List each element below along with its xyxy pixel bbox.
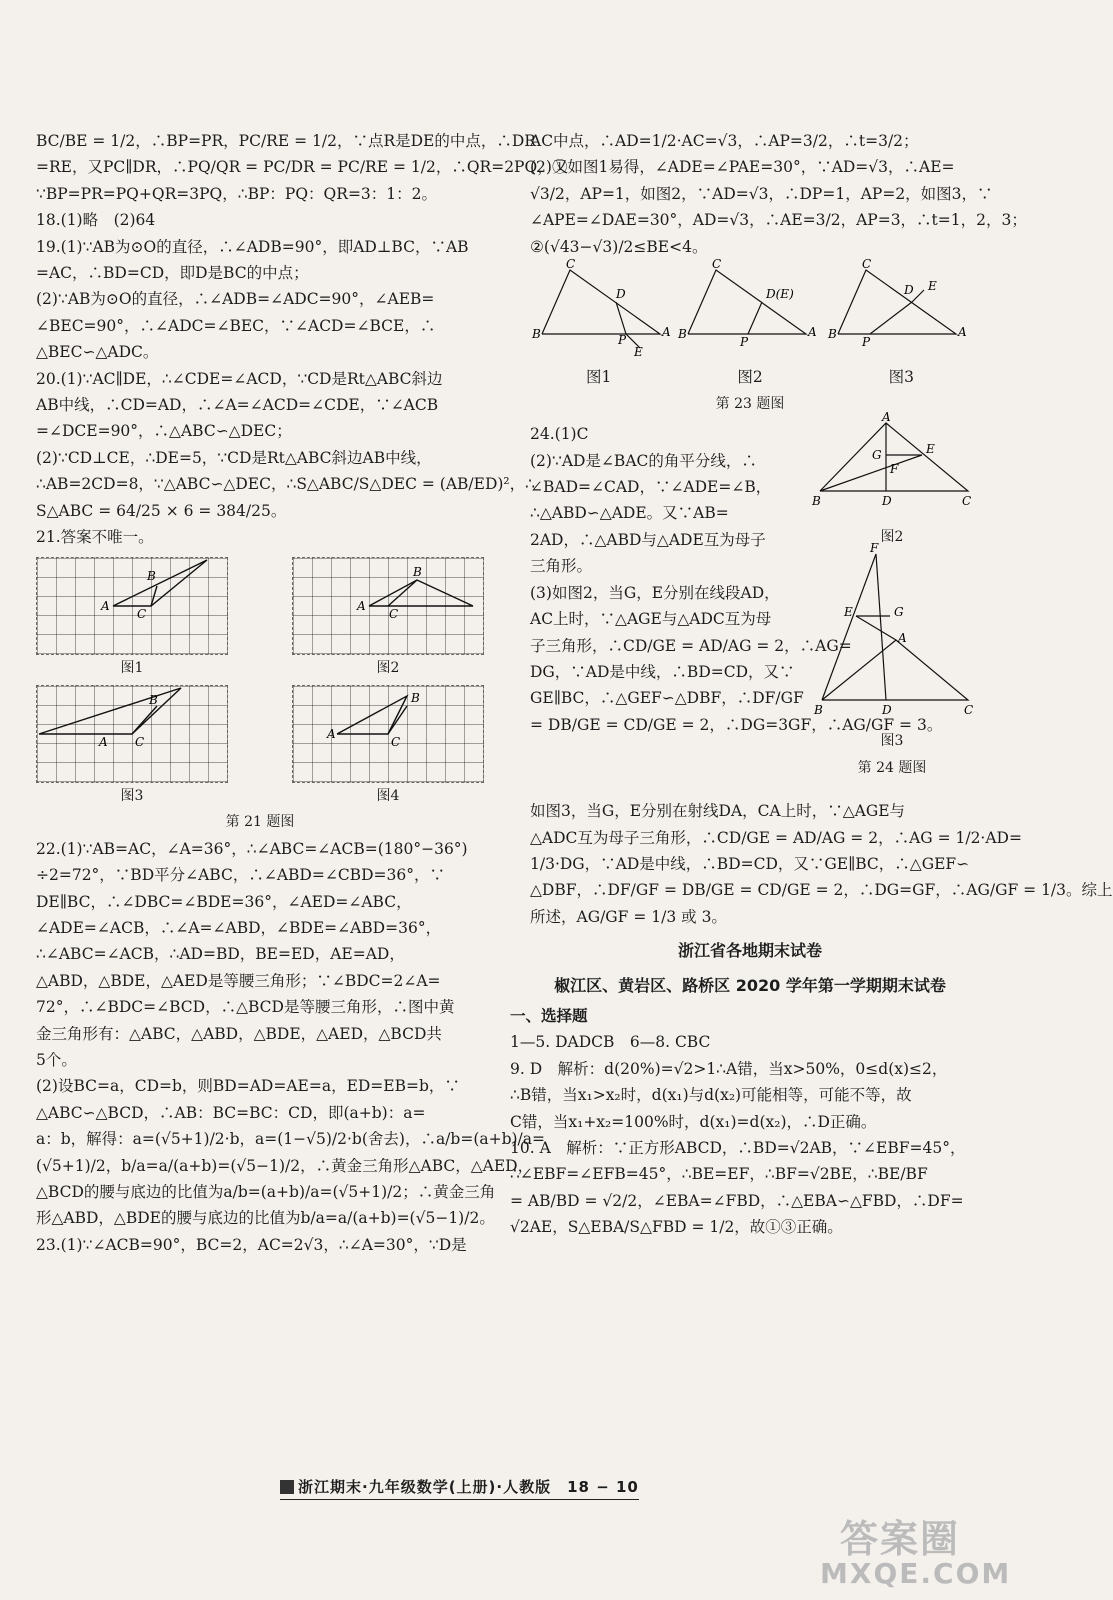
section-title: 浙江省各地期末试卷: [677, 941, 822, 961]
text-line: ∠ADE=∠ACB，∴∠A=∠ABD，∠BDE=∠ABD=36°，: [36, 918, 442, 937]
text-line: 18.(1)略 (2)64: [36, 211, 156, 230]
text-line: = DB/GE = CD/GE = 2，∴DG=3GF，∴AG/GF = 3。: [530, 715, 943, 734]
text-line: (2)∵AB为⊙O的直径，∴∠ADB=∠ADC=90°，∠AEB=: [36, 290, 435, 309]
figure-21-caption: 第 21 题图: [225, 814, 295, 831]
svg-text:B: B: [828, 327, 837, 342]
svg-text:A: A: [357, 598, 366, 613]
text-line: △ABD，△BDE，△AED是等腰三角形；∵∠BDC=2∠A=: [36, 971, 441, 990]
svg-text:C: C: [137, 606, 147, 621]
figure-23-panel-3: [827, 257, 967, 349]
svg-text:C: C: [962, 494, 972, 509]
grid-panel: [292, 557, 484, 655]
figure-23-caption: 第 23 题图: [715, 395, 785, 412]
left-text-block-2: [36, 836, 546, 1259]
text-line: C错，当x₁+x₂=100%时，d(x₁)=d(x₂)，∴D正确。: [510, 1112, 877, 1131]
publisher-logo-icon: [280, 1480, 294, 1494]
triangle-drawing: [37, 686, 227, 782]
svg-text:E: E: [634, 345, 643, 360]
svg-text:F: F: [870, 541, 879, 556]
text-line: (2)∵CD⊥CE，∴DE=5，∵CD是Rt△ABC斜边AB中线，: [36, 448, 432, 467]
text-line: 10. A 解析：∵正方形ABCD，∴BD=√2AB，∵∠EBF=45°，: [510, 1139, 966, 1157]
svg-text:F: F: [890, 462, 899, 477]
figure-label: 图1: [586, 368, 612, 387]
text-line: ÷2=72°，∵BD平分∠ABC，∴∠ABD=∠CBD=36°，∵: [36, 866, 445, 885]
svg-text:D: D: [904, 283, 914, 298]
grid-panel: [36, 557, 228, 655]
text-line: AC中点，∴AD=1/2·AC=√3，∴AP=3/2，∴t=3/2；: [530, 132, 919, 150]
section-choice-heading: 一、选择题: [510, 1006, 588, 1025]
triangle-drawing: [293, 558, 483, 654]
text-line: (2)∵AD是∠BAC的角平分线，∴: [530, 451, 757, 470]
figure-21-row-1: [36, 557, 484, 681]
svg-text:D: D: [882, 494, 892, 509]
svg-text:B: B: [413, 564, 422, 579]
figure-23-drawing: [530, 257, 970, 360]
svg-text:C: C: [712, 257, 722, 272]
svg-text:B: B: [812, 494, 821, 509]
text-line: 金三角形有：△ABC，△ABD，△BDE，△AED，△BCD共: [36, 1024, 442, 1043]
text-line: △BCD的腰与底边的比值为a/b=(a+b)/a=(√5+1)/2；∴黄金三角: [36, 1183, 496, 1201]
text-line: 1/3·DG，∵AD是中线，∴BD=CD，又∵GE∥BC，∴△GEF∽: [530, 854, 970, 873]
figure-21-panel-1: [36, 557, 228, 681]
svg-text:A: A: [808, 325, 817, 340]
text-line: BC/BE = 1/2，∴BP=PR，PC/RE = 1/2，∵点R是DE的中点，∴DR: [36, 132, 536, 150]
text-line: 23.(1)∵∠ACB=90°，BC=2，AC=2√3，∴∠A=30°，∵D是: [36, 1235, 467, 1254]
text-line: ∴∠ABC=∠ACB，∴AD=BD，BE=ED，AE=AD，: [36, 945, 405, 964]
svg-text:A: A: [99, 734, 108, 749]
right-text-block-3: [530, 798, 1113, 930]
text-line: 22.(1)∵AB=AC，∠A=36°，∴∠ABC=∠ACB=(180°−36°): [36, 839, 468, 858]
figure-21-panel-4: [292, 685, 484, 809]
svg-text:C: C: [391, 734, 401, 749]
text-line: AB中线，∴CD=AD，∴∠A=∠ACD=∠CDE，∵∠ACB: [36, 396, 439, 415]
figure-24-caption: 第 24 题图: [857, 759, 927, 776]
text-line: =∠DCE=90°，∴△ABC∽△DEC；: [36, 422, 292, 441]
figure-label: 图3: [880, 733, 904, 750]
text-line: 72°，∴∠BDC=∠BCD，∴△BCD是等腰三角形，∴图中黄: [36, 998, 455, 1017]
figure-label: 图4: [376, 787, 400, 804]
svg-text:C: C: [135, 734, 145, 749]
figure-21-panel-3: [36, 685, 228, 809]
svg-text:P: P: [740, 335, 749, 350]
text-line: √2AE，S△EBA/S△FBD = 1/2，故①③正确。: [510, 1218, 843, 1237]
text-line: △ABC∽△BCD，∴AB：BC=BC：CD，即(a+b)：a=: [36, 1103, 426, 1122]
figure-label: 图3: [888, 368, 914, 387]
svg-text:G: G: [894, 605, 904, 620]
text-line: ∴∠EBF=∠EFB=45°，∴BE=EF，∴BF=√2BE，∴BE/BF: [510, 1165, 928, 1184]
text-line: (2)①如图1易得，∠ADE=∠PAE=30°，∵AD=√3，∴AE=: [530, 158, 955, 177]
exam-title: 椒江区、黄岩区、路桥区 2020 学年第一学期期末试卷: [554, 975, 946, 995]
text-line: = AB/BD = √2/2，∠EBA=∠FBD，∴△EBA∽△FBD，∴DF=: [510, 1191, 964, 1210]
page-footer: [280, 1476, 639, 1500]
figure-label: 图2: [376, 659, 400, 676]
text-line: 21.答案不唯一。: [36, 528, 154, 547]
text-line: 24.(1)C: [530, 425, 589, 444]
figure-23-panel-2: [677, 257, 817, 349]
svg-text:C: C: [566, 257, 576, 272]
text-line: 20.(1)∵AC∥DE，∴∠CDE=∠ACD，∵CD是Rt△ABC斜边: [36, 369, 443, 388]
text-line: ∵BP=PR=PQ+QR=3PQ，∴BP：PQ：QR=3：1：2。: [36, 184, 438, 203]
watermark-line-1: 答案圈: [839, 1517, 960, 1561]
svg-text:C: C: [389, 606, 399, 621]
figure-21: [36, 557, 484, 836]
svg-text:D(E): D(E): [766, 287, 794, 302]
text-line: (2)设BC=a，CD=b，则BD=AD=AE=a，ED=EB=b，∵: [36, 1077, 460, 1096]
text-line: 2AD，∴△ABD与△ADE互为母子: [530, 530, 766, 549]
text-line: =RE，又PC∥DR，∴PQ/QR = PC/DR = PC/RE = 1/2，∴QR=2PQ，又: [36, 158, 569, 177]
watermark: [820, 1508, 1012, 1590]
figure-23: [530, 257, 970, 417]
text-line: 19.(1)∵AB为⊙O的直径，∴∠ADB=90°，即AD⊥BC，∵AB: [36, 237, 469, 256]
text-line: ∴△ABD∽△ADE。又∵AB=: [530, 504, 729, 523]
question-24: [530, 410, 974, 776]
figure-24: [812, 410, 974, 781]
svg-text:D: D: [616, 287, 626, 302]
text-line: ∴AB=2CD=8，∵△ABC∽△DEC，∴S△ABC/S△DEC = (AB/ED)²，∴: [36, 475, 536, 494]
text-line: 三角形。: [530, 557, 593, 576]
svg-text:C: C: [862, 257, 872, 272]
text-line: 如图3，当G，E分别在射线DA，CA上时，∵△AGE与: [530, 802, 906, 821]
question-24-text: [530, 421, 943, 738]
text-line: 所述，AG/GF = 1/3 或 3。: [530, 907, 727, 926]
figure-24-panel-3: [812, 541, 974, 720]
svg-text:A: A: [101, 598, 110, 613]
right-column: [510, 128, 1113, 1241]
svg-text:P: P: [862, 335, 871, 350]
text-line: △DBF，∴DF/GF = DB/GE = CD/GE = 2，∴DG=GF，∴AG/GF = 1/3。综上: [530, 881, 1113, 900]
svg-text:B: B: [814, 703, 823, 718]
text-line: (3)如图2，当G，E分别在线段AD，: [530, 583, 780, 602]
svg-text:G: G: [872, 448, 882, 463]
svg-text:B: B: [678, 327, 687, 342]
svg-text:E: E: [928, 279, 937, 294]
text-line: S△ABC = 64/25 × 6 = 384/25。: [36, 501, 287, 520]
triangle-drawing: [293, 686, 483, 782]
text-line: ∠BAD=∠CAD，∵∠ADE=∠B，: [530, 478, 772, 497]
svg-text:A: A: [958, 325, 967, 340]
text-line: 5个。: [36, 1050, 77, 1069]
text-line: ∴B错，当x₁>x₂时，d(x₁)与d(x₂)可能相等，可能不等，故: [510, 1086, 912, 1105]
footer-text: 浙江期末·九年级数学(上册)·人教版 18 − 10: [298, 1478, 639, 1496]
text-line: 9. D 解析：d(20%)=√2>1∴A错，当x>50%，0≤d(x)≤2，: [510, 1059, 948, 1078]
right-text-block-4: [510, 1029, 970, 1240]
grid-panel: [36, 685, 228, 783]
svg-text:D: D: [882, 703, 892, 718]
svg-text:A: A: [327, 726, 336, 741]
figure-23-panel-1: [531, 257, 671, 359]
figure-21-panel-2: [292, 557, 484, 681]
text-line: △BEC∽△ADC。: [36, 343, 159, 362]
figure-label: 图2: [737, 368, 763, 387]
text-line: a：b，解得：a=(√5+1)/2·b，a=(1−√5)/2·b(舍去)，∴a/b=(a+b)/a=: [36, 1130, 546, 1149]
figure-label: 图2: [880, 528, 904, 545]
text-line: ∠BEC=90°，∴∠ADC=∠BEC，∵∠ACD=∠BCE，∴: [36, 316, 436, 335]
text-line: 1—5. DADCB 6—8. CBC: [510, 1033, 711, 1052]
text-line: AC上时，∵△AGE与△ADC互为母: [530, 610, 772, 629]
text-line: ②(√43−√3)/2≤BE<4。: [530, 237, 708, 256]
figure-label: 图1: [120, 659, 144, 676]
text-line: △ADC互为母子三角形，∴CD/GE = AD/AG = 2，∴AG = 1/2·AD=: [530, 828, 1022, 847]
right-text-block-1: [530, 128, 1027, 260]
text-line: ∠APE=∠DAE=30°，AD=√3，∴AE=3/2，AP=3，∴t=1，2，3；: [530, 211, 1027, 230]
figure-23-labels: [530, 364, 970, 390]
svg-text:A: A: [898, 631, 907, 646]
figure-21-row-2: [36, 685, 484, 809]
text-line: GE∥BC，∴△GEF∽△DBF，∴DF/GF: [530, 689, 804, 708]
figure-label: 图3: [120, 787, 144, 804]
text-line: DE∥BC，∴∠DBC=∠BDE=36°，∠AED=∠ABC，: [36, 892, 412, 911]
svg-text:B: B: [532, 327, 541, 342]
svg-text:A: A: [662, 325, 671, 340]
svg-text:B: B: [147, 568, 156, 583]
svg-text:B: B: [411, 690, 420, 705]
watermark-line-2: MXQE.COM: [820, 1557, 1012, 1590]
text-line: 子三角形，∴CD/GE = AD/AG = 2，∴AG=: [530, 636, 852, 655]
figure-24-panel-2: [812, 410, 972, 515]
svg-text:A: A: [882, 410, 891, 425]
svg-text:P: P: [618, 333, 627, 348]
svg-text:B: B: [149, 692, 158, 707]
svg-text:E: E: [926, 442, 935, 457]
text-line: (√5+1)/2，b/a=a/(a+b)=(√5−1)/2，∴黄金三角形△ABC，△AED，: [36, 1156, 534, 1175]
triangle-drawing: [37, 558, 227, 654]
text-line: 形△ABD，△BDE的腰与底边的比值为b/a=a/(a+b)=(√5−1)/2。: [36, 1209, 495, 1228]
grid-panel: [292, 685, 484, 783]
text-line: =AC，∴BD=CD，即D是BC的中点；: [36, 264, 309, 283]
text-line: DG，∵AD是中线，∴BD=CD，又∵: [530, 662, 795, 681]
svg-text:C: C: [964, 703, 974, 718]
text-line: √3/2，AP=1，如图2，∵AD=√3，∴DP=1，AP=2，如图3，∵: [530, 184, 993, 203]
svg-text:E: E: [844, 605, 853, 620]
